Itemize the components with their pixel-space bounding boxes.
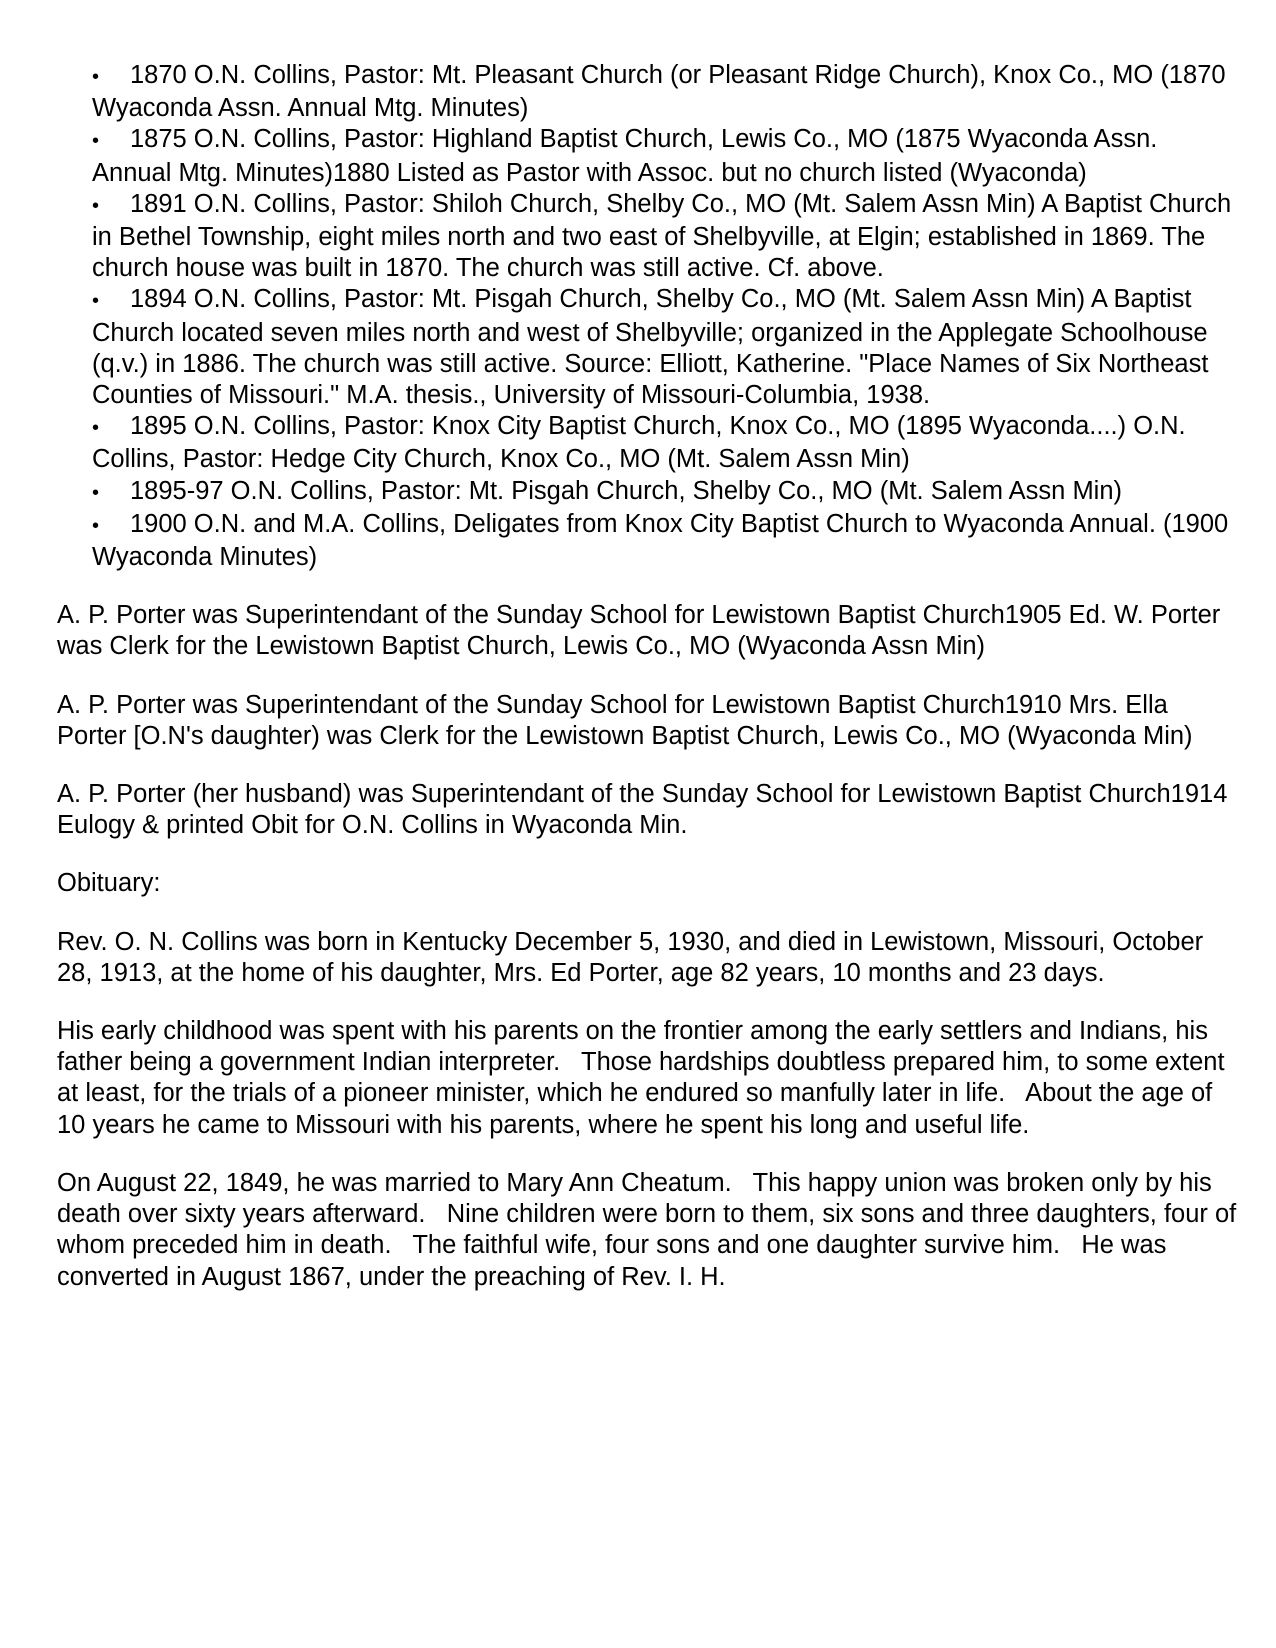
bullet-icon: • [92, 514, 100, 537]
obituary-marriage: On August 22, 1849, he was married to Mary Ann Cheatum. This happy union was broken only by his death over sixty years afterward. Nine children were born to them, six sons and three daughters, four of whom preceded him in death. The faithful wife, four sons and one daughter survive him. He was converted in August 1867, under the preaching of Rev. I. H. [57, 1168, 1244, 1291]
list-item [92, 411, 1237, 475]
list-item [92, 124, 1237, 188]
spacer [57, 841, 1237, 868]
obituary-birth-death: Rev. O. N. Collins was born in Kentucky December 5, 1930, and died in Lewistown, Missouri, October 28, 1913, at the home of his daughter, Mrs. Ed Porter, age 82 years, 10 months and 23 days. [57, 927, 1204, 987]
paragraph-1905-porter: A. P. Porter was Superintendant of the Sunday School for Lewistown Baptist Church1905 Ed. W. Porter was Clerk for the Lewistown Baptist Church, Lewis Co., MO (Wyaconda Assn Min) [57, 601, 1221, 661]
spacer [57, 1141, 1237, 1168]
spacer [57, 573, 1237, 600]
list-item-text: 1895-97 O.N. Collins, Pastor: Mt. Pisgah Church, Shelby Co., MO (Mt. Salem Assn Min) [130, 476, 1123, 505]
spacer [57, 752, 1237, 779]
spacer [57, 989, 1237, 1016]
obituary-heading: Obituary: [57, 869, 161, 898]
list-item [92, 284, 1237, 411]
list-item [92, 476, 1237, 509]
bullet-icon: • [92, 130, 100, 153]
spacer [57, 663, 1237, 690]
pastorate-list [57, 60, 1237, 573]
list-item [92, 189, 1237, 285]
bullet-icon: • [92, 66, 100, 88]
list-item [92, 60, 1237, 124]
list-item-text: 1891 O.N. Collins, Pastor: Shiloh Church, Shelby Co., MO (Mt. Salem Assn Min) A Baptist Church in Bethel Township, eight miles north and two east of Shelbyville, at Elgin; established in 1869. The church house was built in 1870. The church was still active. Cf. above. [92, 189, 1232, 283]
list-item-text: 1895 O.N. Collins, Pastor: Knox City Baptist Church, Knox Co., MO (1895 Wyaconda....) O.N. Collins, Pastor: Hedge City Church, Knox Co., MO (Mt. Salem Assn Min) [92, 412, 1186, 474]
list-item-text: 1875 O.N. Collins, Pastor: Highland Baptist Church, Lewis Co., MO (1875 Wyaconda Assn. Annual Mtg. Minutes)1880 Listed as Pastor with Assoc. but no church listed (Wyaconda) [92, 125, 1158, 187]
bullet-icon: • [92, 481, 100, 504]
bullet-icon: • [92, 290, 100, 313]
bullet-icon: • [92, 417, 100, 440]
list-item-text: 1894 O.N. Collins, Pastor: Mt. Pisgah Church, Shelby Co., MO (Mt. Salem Assn Min) A Baptist Church located seven miles north and west of Shelbyville; organized in the Applegate Schoolhouse (q.v.) in 1886. The church was still active. Source: Elliott, Katherine. "Place Names of Six Northeast Counties of Missouri." M.A. thesis., University of Missouri-Columbia, 1938. [92, 285, 1209, 410]
bullet-icon: • [92, 194, 100, 217]
document-page [57, 60, 1244, 1293]
list-item-text: 1900 O.N. and M.A. Collins, Deligates from Knox City Baptist Church to Wyaconda Annual. (1900 Wyaconda Minutes) [92, 509, 1229, 572]
paragraph-1914-porter: A. P. Porter (her husband) was Superintendant of the Sunday School for Lewistown Baptist Church1914 Eulogy & printed Obit for O.N. Collins in Wyaconda Min. [57, 780, 1228, 840]
list-item-text: 1870 O.N. Collins, Pastor: Mt. Pleasant Church (or Pleasant Ridge Church), Knox Co., MO (1870 Wyaconda Assn. Annual Mtg. Minutes) [92, 61, 1226, 123]
spacer [57, 900, 1237, 927]
paragraph-1910-porter: A. P. Porter was Superintendant of the Sunday School for Lewistown Baptist Church1910 Mrs. Ella Porter [O.N's daughter) was Clerk for the Lewistown Baptist Church, Lewis Co., MO (Wyaconda Min) [57, 690, 1193, 750]
obituary-childhood: His early childhood was spent with his parents on the frontier among the early settlers and Indians, his father being a government Indian interpreter. Those hardships doubtless prepared him, to some extent at least, for the trials of a pioneer minister, which he endured so manfully later in life. About the age of 10 years he came to Missouri with his parents, where he spent his long and useful life. [57, 1017, 1232, 1139]
list-item [92, 509, 1237, 573]
